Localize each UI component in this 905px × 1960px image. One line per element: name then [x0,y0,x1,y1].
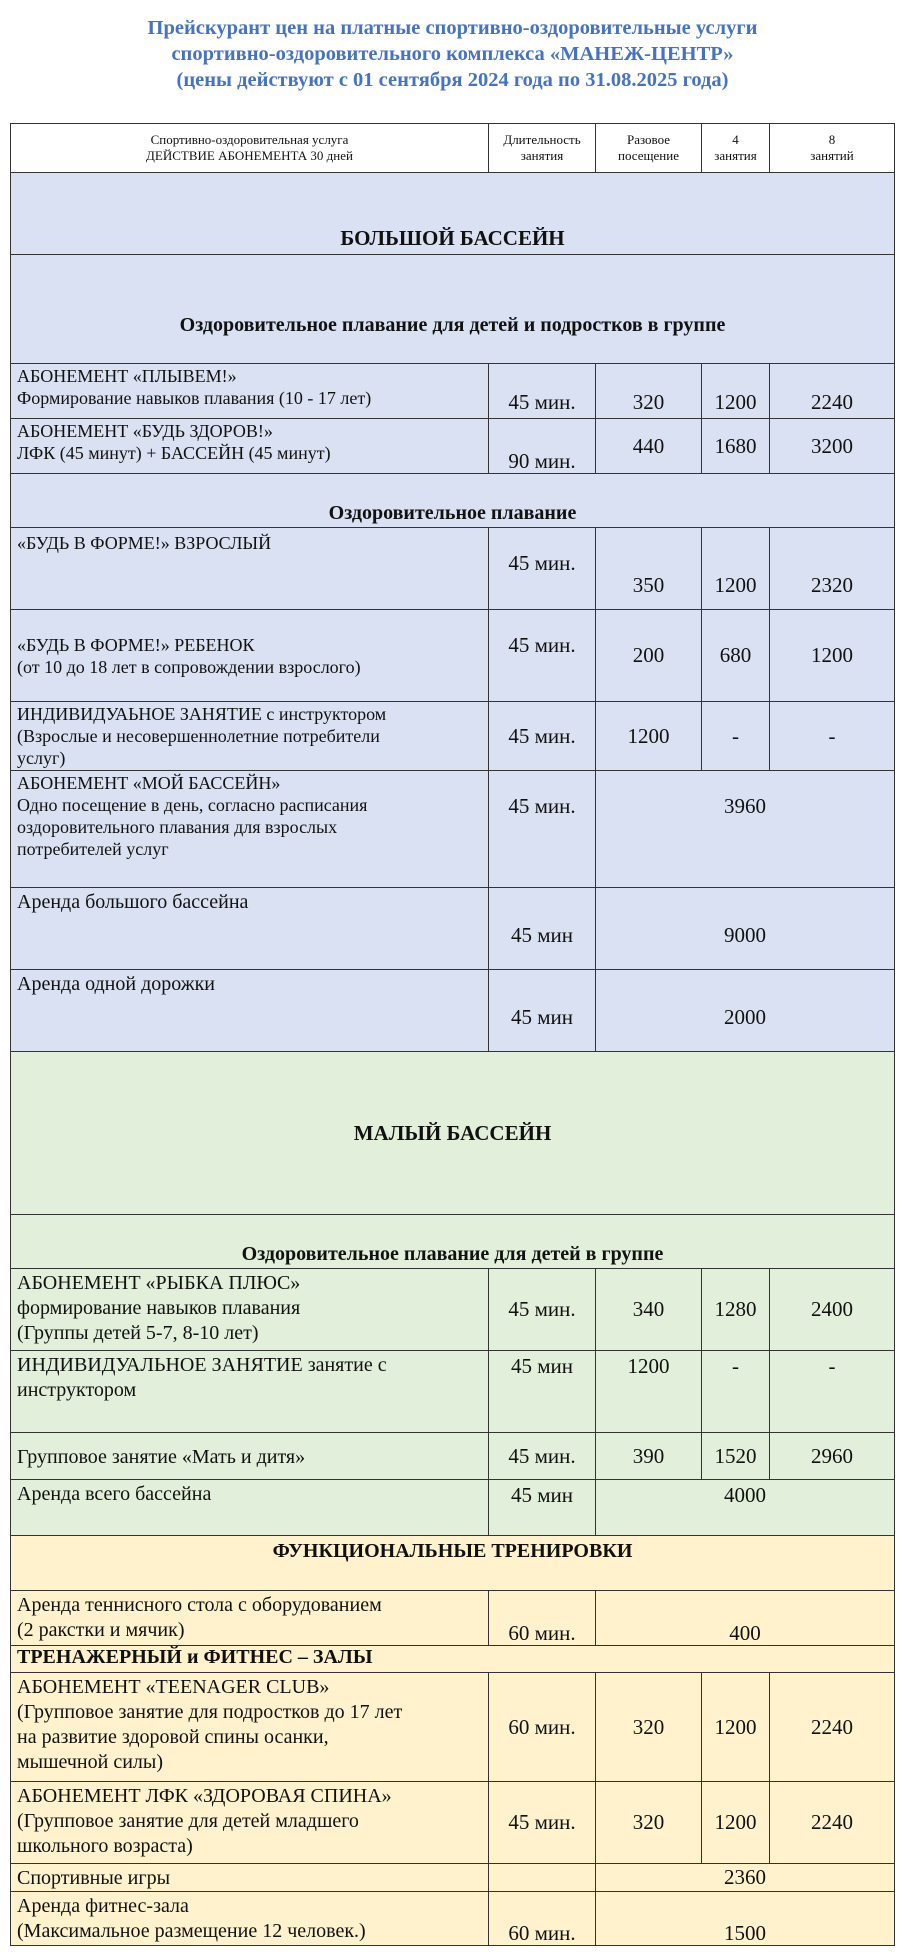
table-row [11,419,895,474]
single-price-cell: 320 [596,1673,702,1782]
rent-price-cell: 400 [596,1591,895,1646]
table-row [11,1673,895,1782]
eight-price-cell: - [770,702,895,771]
subsection-row [11,474,895,528]
duration-cell: 45 мин [489,888,596,970]
section-row [11,1052,895,1215]
duration-cell: 90 мин. [489,419,596,474]
four-price-cell: 1280 [702,1269,770,1351]
eight-price-cell: 2240 [770,364,895,419]
duration-cell: 45 мин. [489,610,596,702]
four-price-cell: 1200 [702,364,770,419]
eight-price-cell: 2960 [770,1433,895,1480]
header-8-sessions: 8 занятий [770,124,895,173]
single-price-cell: 320 [596,364,702,419]
duration-cell: 45 мин. [489,702,596,771]
rent-price-cell: 2000 [596,970,895,1052]
small-pool-heading: МАЛЫЙ БАССЕЙН [11,1052,895,1215]
single-price-cell: 350 [596,528,702,610]
eight-price-cell: 2320 [770,528,895,610]
subsection-row [11,255,895,364]
table-row [11,1433,895,1480]
kids-group-heading: Оздоровительное плавание для детей в группе [11,1215,895,1269]
functional-heading: ФУНКЦИОНАЛЬНЫЕ ТРЕНИРОВКИ [11,1536,895,1591]
single-price-cell: 440 [596,419,702,474]
service-cell: АБОНЕМЕНТ «БУДЬ ЗДОРОВ!» ЛФК (45 минут) + БАССЕЙН (45 минут) [11,419,489,474]
header-single-visit: Разовое посещение [596,124,702,173]
eight-price-cell: 2400 [770,1269,895,1351]
duration-cell: 45 мин. [489,1269,596,1351]
table-row [11,771,895,888]
eight-price-cell: 2240 [770,1782,895,1864]
service-cell: Аренда всего бассейна [11,1480,489,1536]
four-price-cell: 1520 [702,1433,770,1480]
service-cell: Спортивные игры [11,1864,489,1892]
service-cell: «БУДЬ В ФОРМЕ!» РЕБЕНОК (от 10 до 18 лет в сопровождении взрослого) [11,610,489,702]
table-row [11,702,895,771]
subsection-row [11,1646,895,1673]
four-price-cell: 1680 [702,419,770,474]
duration-cell: 45 мин. [489,1782,596,1864]
price-list-title [0,0,905,91]
service-cell: Аренда фитнес-зала (Максимальное размещение 12 человек.) [11,1892,489,1946]
duration-cell: 45 мин [489,970,596,1052]
four-price-cell: - [702,702,770,771]
four-price-cell: 1200 [702,528,770,610]
header-duration: Длительность занятия [489,124,596,173]
gym-heading: ТРЕНАЖЕРНЫЙ и ФИТНЕС – ЗАЛЫ [11,1646,895,1673]
duration-cell: 60 мин. [489,1673,596,1782]
title-line-1: Прейскурант цен на платные спортивно-оздоровительные услуги [147,17,758,39]
single-price-cell: 340 [596,1269,702,1351]
duration-cell: 45 мин [489,1480,596,1536]
duration-cell: 45 мин. [489,1433,596,1480]
duration-cell: 45 мин. [489,528,596,610]
single-price-cell: 390 [596,1433,702,1480]
table-row [11,1591,895,1646]
duration-cell [489,1864,596,1892]
service-cell: АБОНЕМЕНТ ЛФК «ЗДОРОВАЯ СПИНА» (Групповое занятие для детей младшего школьного возраста) [11,1782,489,1864]
table-row [11,1269,895,1351]
single-price-cell: 1200 [596,1351,702,1433]
service-cell: ИНДИВИДУАЛЬНОЕ ЗАНЯТИЕ занятие с инструктором [11,1351,489,1433]
header-service: Спортивно-оздоровительная услуга ДЕЙСТВИЕ АБОНЕМЕНТА 30 дней [11,124,489,173]
service-cell: Аренда одной дорожки [11,970,489,1052]
big-pool-heading: БОЛЬШОЙ БАССЕЙН [11,173,895,255]
table-row [11,528,895,610]
service-cell: Аренда большого бассейна [11,888,489,970]
table-row [11,610,895,702]
duration-cell: 45 мин. [489,771,596,888]
kids-swimming-heading: Оздоровительное плавание для детей и подростков в группе [11,255,895,364]
duration-cell: 60 мин. [489,1892,596,1946]
table-row [11,888,895,970]
table-row [11,364,895,419]
four-price-cell: 1200 [702,1673,770,1782]
section-row [11,173,895,255]
table-row [11,1892,895,1946]
eight-price-cell: 3200 [770,419,895,474]
table-row [11,1864,895,1892]
adult-swimming-heading: Оздоровительное плавание [11,474,895,528]
single-price-cell: 320 [596,1782,702,1864]
eight-price-cell: 2240 [770,1673,895,1782]
service-cell: Групповое занятие «Мать и дитя» [11,1433,489,1480]
subsection-row [11,1215,895,1269]
eight-price-cell: - [770,1351,895,1433]
duration-cell: 45 мин. [489,364,596,419]
service-cell: АБОНЕМЕНТ «TEENAGER CLUB» (Групповое занятие для подростков до 17 лет на развитие здоровой спины осанки, мышечной силы) [11,1673,489,1782]
rent-price-cell: 1500 [596,1892,895,1946]
rent-price-cell: 9000 [596,888,895,970]
service-cell: АБОНЕМЕНТ «ПЛЫВЕМ!» Формирование навыков плавания (10 - 17 лет) [11,364,489,419]
single-price-cell: 1200 [596,702,702,771]
service-cell: АБОНЕМЕНТ «РЫБКА ПЛЮС» формирование навыков плавания (Группы детей 5-7, 8-10 лет) [11,1269,489,1351]
four-price-cell: 680 [702,610,770,702]
title-line-3: (цены действуют с 01 сентября 2024 года по 31.08.2025 года) [176,69,729,91]
four-price-cell: - [702,1351,770,1433]
title-line-2: спортивно-оздоровительного комплекса «МАНЕЖ-ЦЕНТР» [171,43,734,65]
table-row [11,1782,895,1864]
single-price-cell: 200 [596,610,702,702]
price-table [10,123,895,1946]
service-cell: АБОНЕМЕНТ «МОЙ БАССЕЙН» Одно посещение в день, согласно расписания оздоровительного плавания для взрослых потребителей услуг [11,771,489,888]
table-row [11,970,895,1052]
table-header-row [11,124,895,173]
eight-price-cell: 1200 [770,610,895,702]
table-row [11,1480,895,1536]
header-4-sessions: 4 занятия [702,124,770,173]
section-row [11,1536,895,1591]
four-price-cell: 1200 [702,1782,770,1864]
service-cell: ИНДИВИДУАЬНОЕ ЗАНЯТИЕ с инструктором (Взрослые и несовершеннолетние потребители услуг) [11,702,489,771]
service-cell: Аренда теннисного стола с оборудованием (2 ракстки и мячик) [11,1591,489,1646]
service-cell: «БУДЬ В ФОРМЕ!» ВЗРОСЛЫЙ [11,528,489,610]
rent-price-cell: 4000 [596,1480,895,1536]
games-price-cell: 2360 [596,1864,895,1892]
subscription-price-cell: 3960 [596,771,895,888]
duration-cell: 45 мин [489,1351,596,1433]
duration-cell: 60 мин. [489,1591,596,1646]
table-row [11,1351,895,1433]
